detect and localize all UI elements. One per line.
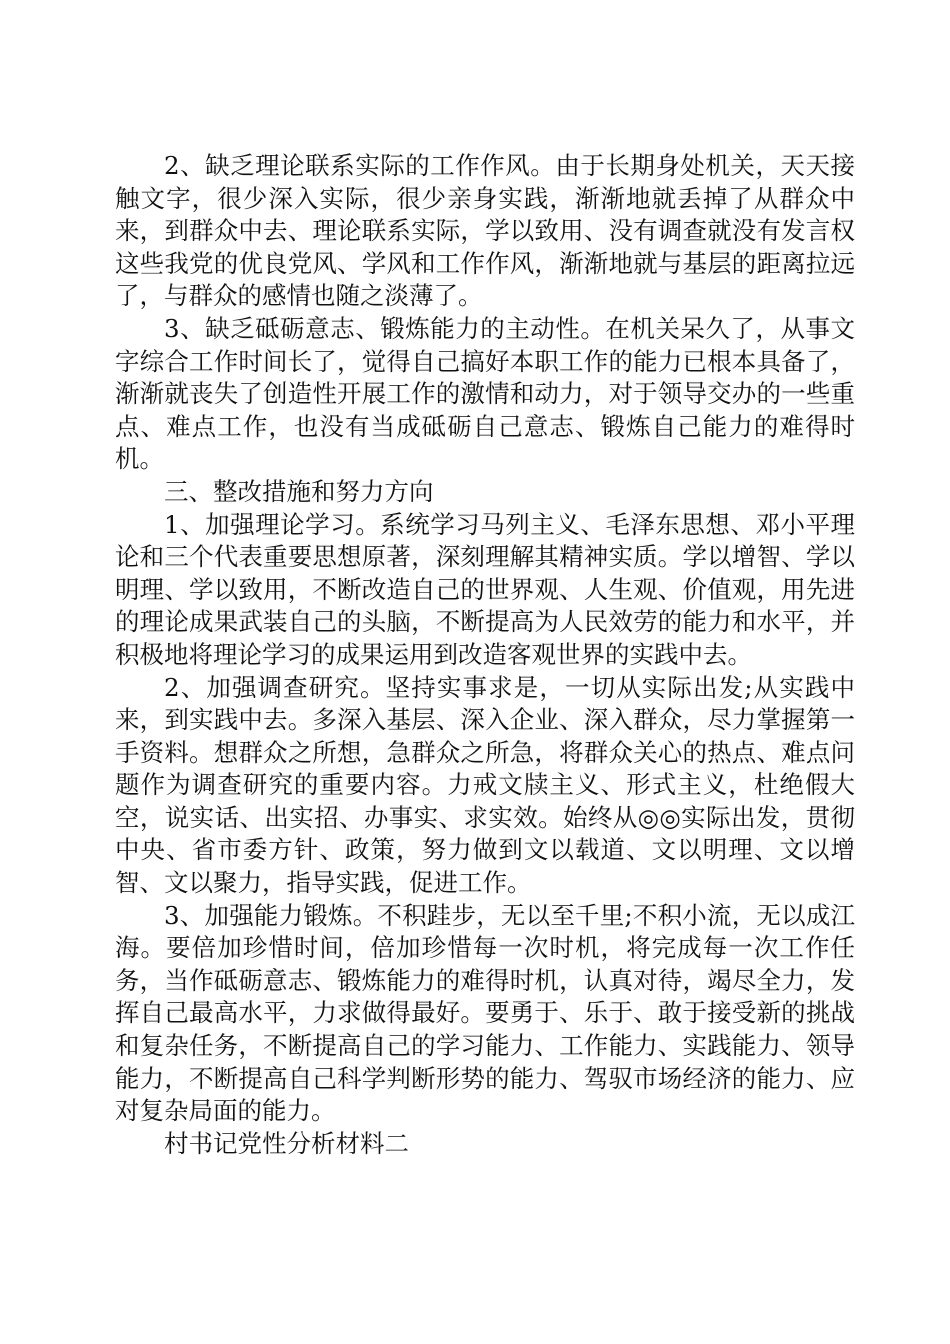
paragraph-initiative: 3、缺乏砥砺意志、锻炼能力的主动性。在机关呆久了，从事文字综合工作时间长了，觉得自己搞好本职工作的能力已根本具备了，渐渐就丧失了创造性开展工作的激情和动力，对于领导交办的一些重点、难点工作，也没有当成砥砺自己意志、锻炼自己能力的难得时机。	[115, 313, 855, 474]
measure-theory-study: 1、加强理论学习。系统学习马列主义、毛泽东思想、邓小平理论和三个代表重要思想原著，深刻理解其精神实质。学以增智、学以明理、学以致用，不断改造自己的世界观、人生观、价值观，用先进的理论成果武装自己的头脑，不断提高为人民效劳的能力和水平，并积极地将理论学习的成果运用到改造客观世界的实践中去。	[115, 509, 855, 669]
measure-investigation: 2、加强调查研究。坚持实事求是，一切从实际出发;从实践中来，到实践中去。多深入基层、深入企业、深入群众，尽力掌握第一手资料。想群众之所想，急群众之所急，将群众关心的热点、难点问题作为调查研究的重要内容。力戒文牍主义、形式主义，杜绝假大空，说实话、出实招、办事实、求实效。始终从◎◎实际出发，贯彻中央、省市委方针、政策，努力做到文以载道、文以明理、文以增智、文以聚力，指导实践，促进工作。	[115, 672, 855, 898]
measure-ability-training: 3、加强能力锻炼。不积跬步，无以至千里;不积小流，无以成江海。要倍加珍惜时间，倍加珍惜每一次时机，将完成每一次工作任务，当作砥砺意志、锻炼能力的难得时机，认真对待，竭尽全力，发挥自己最高水平，力求做得最好。要勇于、乐于、敢于接受新的挑战和复杂任务，不断提高自己的学习能力、工作能力、实践能力、领导能力，不断提高自己科学判断形势的能力、驾驭市场经济的能力、应对复杂局面的能力。	[115, 900, 855, 1126]
section-heading: 三、整改措施和努力方向	[164, 476, 434, 506]
document-body	[115, 150, 855, 1160]
paragraph-work-style: 2、缺乏理论联系实际的工作作风。由于长期身处机关，天天接触文字，很少深入实际，很少亲身实践，渐渐地就丢掉了从群众中来，到群众中去、理论联系实际，学以致用、没有调查就没有发言权这些我党的优良党风、学风和工作作风，渐渐地就与基层的距离拉远了，与群众的感情也随之淡薄了。	[115, 151, 855, 311]
next-material-title: 村书记党性分析材料二	[164, 1128, 409, 1158]
